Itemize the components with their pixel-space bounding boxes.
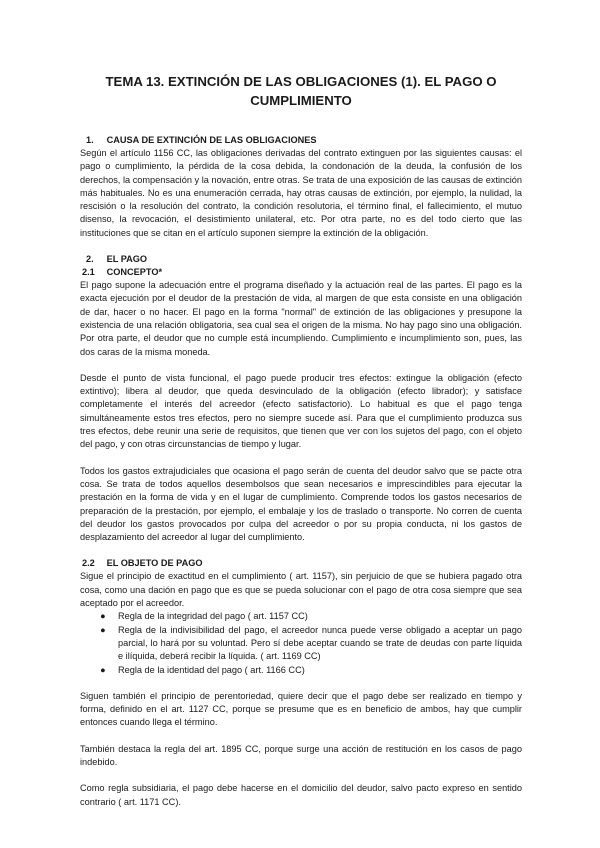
bullet-icon: ● xyxy=(100,664,106,675)
concepto-paragraph-3: Todos los gastos extrajudiciales que ocasiona el pago serán de cuenta del deudor salvo que se pacte otra cosa. Se trata de todos aquellos desembolsos que sean necesarios e imprescindibles para ejecutar la prestación en la forma de vida y en el lugar de cumplimiento. Comprende todos los gastos necesarios de preparación de la prestación, por ejemplo, el embalaje y los de traslado o transporte. No corren de cuenta del deudor los gastos provocados por culpa del acreedor o por su propia conducta, ni los gastos de desplazamiento del acreedor al lugar del cumplimiento. xyxy=(80,465,522,543)
section-2-heading xyxy=(80,253,522,266)
document-title: TEMA 13. EXTINCIÓN DE LAS OBLIGACIONES (1). EL PAGO O CUMPLIMIENTO xyxy=(105,74,497,108)
list-item: ● Regla de la integridad del pago ( art. 1157 CC) xyxy=(118,610,522,623)
objeto-paragraph-4: Como regla subsidiaria, el pago debe hacerse en el domicilio del deudor, salvo pacto expreso en sentido contrario ( art. 1171 CC). xyxy=(80,783,522,807)
subsection-2-1-heading xyxy=(80,266,522,279)
section-2-title: EL PAGO xyxy=(106,254,148,265)
section-1-paragraph: Según el artículo 1156 CC, las obligaciones derivadas del contrato extinguen por las siguientes causas: el pago o cumplimiento, la pérdida de la cosa debida, la condonación de la deuda, la confusión de los derechos, la compensación y la novación, entre otras. Se trata de una exposición de las causas de extinción más habituales. No es una enumeración cerrada, hay otras causas de extinción, por ejemplo, la nulidad, la rescisión o la resolución del contrato, la condición resolutoria, el término final, el fallecimiento, el mutuo disenso, la revocación, el desistimiento unilateral, etc. Por otra parte, no es del todo cierto que las instituciones que se citan en el artículo suponen siempre la extinción de la obligación. xyxy=(80,148,522,238)
concepto-paragraph-2: Desde el punto de vista funcional, el pago puede producir tres efectos: extingue la obligación (efecto extintivo); libera al deudor, que queda desvinculado de la obligación (efecto librador); y satisface completamente el interés del acreedor (efecto satisfactorio). Lo habitual es que el pago tenga simultáneamente estos tres efectos, pero no siempre sucede así. Para que el cumplimiento produzca sus tres efectos, debe reunir una serie de requisitos, que tienen que ver con los sujetos del pago, con el objeto del pago, y con otras circunstancias de tiempo y lugar. xyxy=(80,372,522,450)
list-item: ● Regla de la identidad del pago ( art. 1166 CC) xyxy=(118,664,522,677)
subsection-2-2-number: 2.2 xyxy=(82,558,95,569)
objeto-paragraph-1: Sigue el principio de exactitud en el cumplimiento ( art. 1157), sin perjuicio de que se hubiera pagado otra cosa, como una dación en pago que es que se pueda solucionar con el pago de otra cosa siempre que sea aceptado por el acreedor. xyxy=(80,571,522,609)
subsection-2-2-title: EL OBJETO DE PAGO xyxy=(106,558,203,569)
section-1-heading xyxy=(80,134,522,147)
objeto-paragraph-3: También destaca la regla del art. 1895 CC, porque surge una acción de restitución en los casos de pago indebido. xyxy=(80,743,522,767)
list-item: ● Regla de la indivisibilidad del pago, el acreedor nunca puede verse obligado a aceptar un pago parcial, lo hará por su voluntad. Pero sí debe aceptar cuando se trate de deudas con parte líquida e ilíquida, deberá recibir la líquida. ( art. 1169 CC) xyxy=(100,624,522,662)
subsection-2-1-title: CONCEPTO* xyxy=(106,267,163,278)
bullet-icon: ● xyxy=(100,611,106,622)
bullet-icon: ● xyxy=(100,624,106,635)
section-1-number: 1. xyxy=(86,135,94,145)
concepto-paragraph-1: El pago supone la adecuación entre el programa diseñado y la actuación real de las partes. El pago es la exacta ejecución por el deudor de la prestación de vida, al margen de que esta consiste en una obligación de dar, hacer o no hacer. El pago en la forma "normal" de extinción de las obligaciones y presupone la existencia de una relación obligatoria, sea cual sea el origen de la misma. No hay pago sino una obligación. Por otra parte, el deudor que no cumple está incumpliendo. Cumplimiento e incumplimiento son, pues, las dos caras de la misma moneda. xyxy=(80,280,522,357)
objeto-paragraph-2: Siguen también el principio de perentoriedad, quiere decir que el pago debe ser realizado en tiempo y forma, definido en el art. 1127 CC, porque se presume que es en beneficio de ambos, hay que cumplir entonces cuando llega el término. xyxy=(80,690,522,728)
rules-list xyxy=(80,610,522,676)
subsection-2-2-heading xyxy=(80,557,522,570)
section-1-title: CAUSA DE EXTINCIÓN DE LAS OBLIGACIONES xyxy=(106,135,317,145)
subsection-2-1-number: 2.1 xyxy=(82,267,95,278)
section-2-number: 2. xyxy=(86,254,94,265)
